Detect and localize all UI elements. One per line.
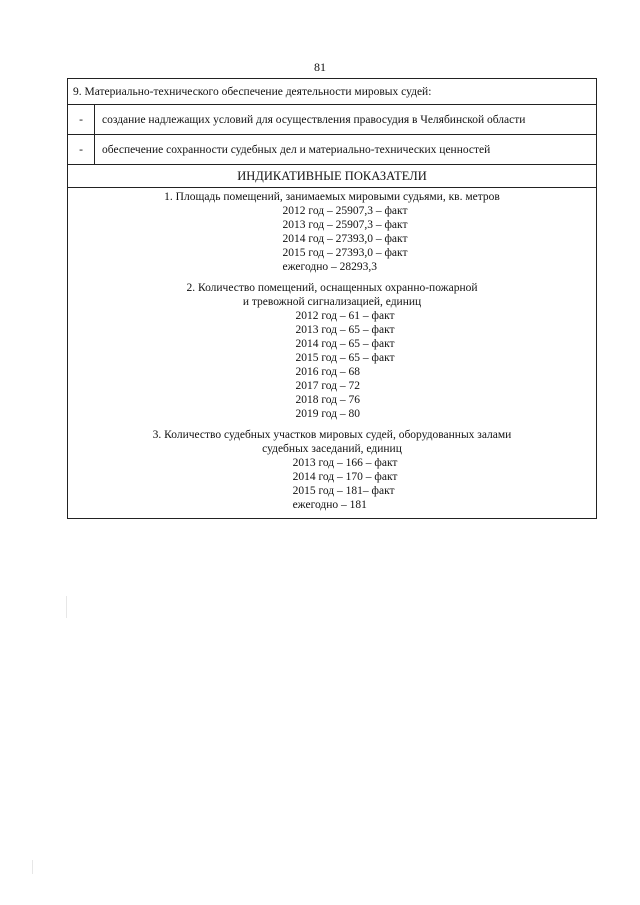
page-number: 81: [314, 60, 326, 74]
indicator-value: ежегодно – 181: [292, 499, 367, 511]
indicator-value: 2018 год – 76: [295, 394, 361, 406]
section-title: 9. Материально-технического обеспечение деятельности мировых судей:: [68, 79, 597, 105]
task-row: [68, 135, 597, 165]
indicator-value: 2014 год – 27393,0 – факт: [282, 233, 408, 245]
indicator-value: 2012 год – 61 – факт: [295, 310, 395, 322]
indicator-title: 3. Количество судебных участков мировых судей, оборудованных залами: [152, 429, 512, 441]
indicator-value: 2013 год – 25907,3 – факт: [282, 219, 408, 231]
indicator-value: 2013 год – 65 – факт: [295, 324, 395, 336]
program-table: [67, 78, 597, 519]
indicator-title: и тревожной сигнализацией, единиц: [242, 296, 422, 308]
indicator-values: [295, 309, 394, 421]
indicator-value: 2016 год – 68: [295, 366, 361, 378]
indicator-values: [293, 456, 398, 512]
indicators-header: ИНДИКАТИВНЫЕ ПОКАЗАТЕЛИ: [68, 165, 597, 188]
scan-mark: [32, 860, 33, 874]
indicator-title: 1. Площадь помещений, занимаемых мировыми судьями, кв. метров: [164, 191, 500, 203]
indicator-value: 2015 год – 181– факт: [292, 485, 395, 497]
indicators-cell: [68, 188, 597, 519]
section-row: [68, 79, 597, 105]
indicator-title: судебных заседаний, единиц: [262, 443, 402, 455]
task-text: обеспечение сохранности судебных дел и материально-технических ценностей: [95, 135, 597, 165]
indicator-value: 2012 год – 25907,3 – факт: [282, 205, 408, 217]
task-row: [68, 105, 597, 135]
indicators-header-row: [68, 165, 597, 188]
indicator-value: 2019 год – 80: [295, 408, 361, 420]
task-bullet: -: [68, 135, 95, 165]
indicator-value: 2014 год – 170 – факт: [292, 471, 398, 483]
task-text: создание надлежащих условий для осуществления правосудия в Челябинской области: [95, 105, 597, 135]
indicator-title: 2. Количество помещений, оснащенных охранно-пожарной: [186, 282, 478, 294]
indicator-value: 2015 год – 27393,0 – факт: [282, 247, 408, 259]
indicator-area: [68, 190, 596, 274]
indicator-alarm-rooms: [68, 281, 596, 421]
scan-mark: [66, 596, 67, 618]
indicator-value: 2013 год – 166 – факт: [292, 457, 398, 469]
task-bullet: -: [68, 105, 95, 135]
indicator-values: [283, 204, 408, 274]
indicator-courtrooms: [68, 428, 596, 512]
indicators-row: [68, 188, 597, 519]
indicator-value: ежегодно – 28293,3: [282, 261, 377, 273]
indicator-value: 2017 год – 72: [295, 380, 361, 392]
indicator-value: 2014 год – 65 – факт: [295, 338, 395, 350]
indicator-value: 2015 год – 65 – факт: [295, 352, 395, 364]
